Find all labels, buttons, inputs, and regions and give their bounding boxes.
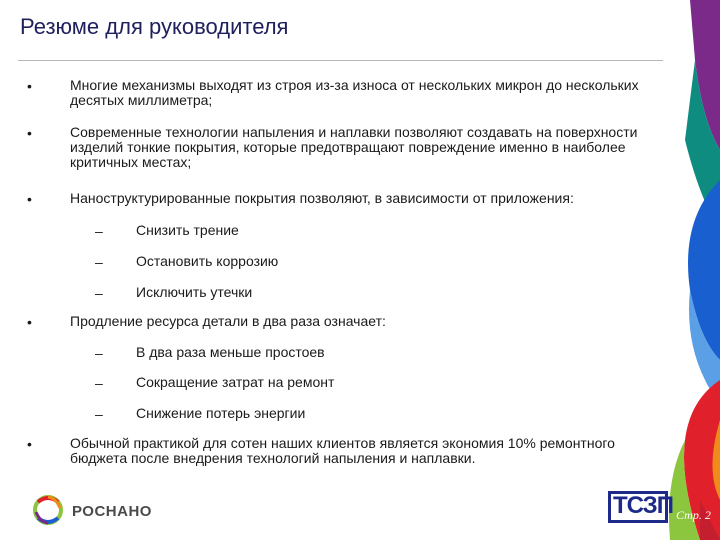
decorative-stripe — [660, 0, 720, 540]
bullet-marker: • — [27, 125, 32, 141]
subitem-less-downtime: В два раза меньше простоев — [136, 344, 325, 360]
dash-marker: – — [95, 375, 103, 391]
title-divider — [18, 60, 663, 61]
dash-marker: – — [95, 223, 103, 239]
bullet-marker: • — [27, 436, 32, 452]
bullet-text-wear: Многие механизмы выходят из строя из-за износа от нескольких микрон до нескольких десятых миллиметра; — [70, 77, 639, 108]
bullet-marker: • — [27, 191, 32, 207]
dash-marker: – — [95, 345, 103, 361]
dash-marker: – — [95, 254, 103, 270]
bullet-marker: • — [27, 314, 32, 330]
bullet-text-nanocoatings: Наноструктурированные покрытия позволяют, в зависимости от приложения: — [70, 190, 574, 206]
slide-title: Резюме для руководителя — [20, 14, 289, 39]
subitem-stop-corrosion: Остановить коррозию — [136, 253, 279, 269]
bullet-text-lifetime: Продление ресурса детали в два раза означает: — [70, 313, 386, 329]
bullet-marker: • — [27, 78, 32, 94]
subitem-energy-loss: Снижение потерь энергии — [136, 405, 306, 421]
bullet-text-technologies: Современные технологии напыления и наплавки позволяют создавать на поверхности изделий тонкие покрытия, которые предотвращают повреждение именно в наиболее критичных местах; — [70, 124, 638, 170]
page-number: Стр. 2 — [676, 508, 711, 522]
rusnano-logo-text: РОСНАНО — [72, 503, 152, 520]
tszp-logo-text: ТСЗП — [613, 492, 673, 519]
subitem-repair-savings: Сокращение затрат на ремонт — [136, 374, 335, 390]
dash-marker: – — [95, 406, 103, 422]
bullet-text-savings: Обычной практикой для сотен наших клиентов является экономия 10% ремонтного бюджета после внедрения технологий напыления и наплавки. — [70, 435, 615, 466]
subitem-reduce-friction: Снизить трение — [136, 222, 239, 238]
dash-marker: – — [95, 285, 103, 301]
subitem-eliminate-leaks: Исключить утечки — [136, 284, 253, 300]
